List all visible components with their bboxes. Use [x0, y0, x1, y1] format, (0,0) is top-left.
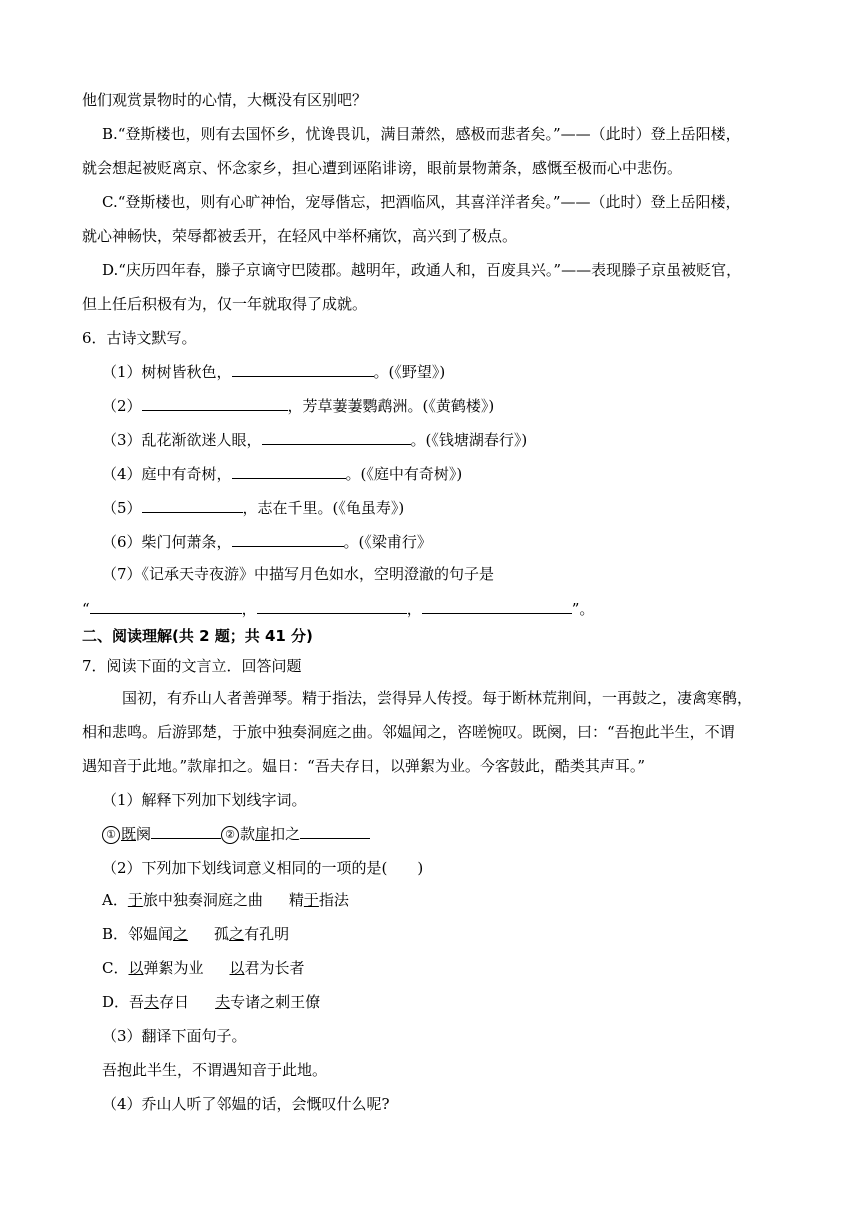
option-d: D.“庆历四年春，滕子京谪守巴陵郡。越明年，政通人和，百废具兴。”——表现滕子京虽被贬官，	[102, 261, 742, 279]
q6-item-7: （7）《记承天寺夜游》中描写月色如水，空明澄澈的句子是	[102, 565, 495, 583]
answer-blank[interactable]	[90, 597, 242, 614]
option-b-continuation: 就会想起被贬离京、怀念家乡，担心遭到诬陷诽谤，眼前景物萧条，感慨至极而心中悲伤。	[82, 159, 683, 177]
q7-sub-1: （1）解释下列加下划线字词。	[102, 791, 307, 809]
option-a-continuation: 他们观赏景物时的心情，大概没有区别吧？	[82, 91, 368, 109]
option-c-continuation: 就心神畅快，荣辱都被丢开，在轻风中举杯痛饮，高兴到了极点。	[82, 227, 518, 245]
q6-item-1: （1）树树皆秋色， 。(《野望》)	[102, 360, 445, 382]
passage-line-1: 国初，有乔山人者善弹琴。精于指法，尝得异人传授。每于断林荒荆间，一再鼓之，凄禽寒鹘，	[122, 689, 753, 707]
q6-item-3: （3）乱花渐欲迷人眼， 。(《钱塘湖春行》)	[102, 428, 527, 450]
q7-sub-2: （2）下列加下划线词意义相同的一项的是( )	[102, 859, 424, 877]
item-number: ②	[221, 826, 239, 844]
answer-blank[interactable]	[300, 822, 370, 839]
answer-blank[interactable]	[262, 428, 411, 445]
q7-option-b[interactable]: B．邻媪闻之 孤之有孔明	[102, 925, 290, 943]
q6-item-7-blanks: “ ， ， ”。	[82, 597, 594, 619]
answer-blank[interactable]	[232, 462, 346, 479]
q7-option-c[interactable]: C．以弹絮为业 以君为长者	[102, 959, 305, 977]
answer-blank[interactable]	[257, 597, 407, 614]
q6-item-5: （5） ，志在千里。(《龟虽寿》)	[102, 496, 404, 518]
passage-line-3: 遇知音于此地。”款扉扣之。媪日：“吾夫存日，以弹絮为业。今客鼓此，酷类其声耳。”	[82, 757, 646, 775]
passage-line-2: 相和悲鸣。后游郢楚，于旅中独奏洞庭之曲。邻媪闻之，咨嗟惋叹。既阕，曰：“吾抱此半生，不谓	[82, 723, 735, 741]
answer-blank[interactable]	[422, 597, 572, 614]
q7-option-a[interactable]: A．于旅中独奏洞庭之曲 精于指法	[102, 891, 349, 909]
item-number: ①	[102, 826, 120, 844]
q6-item-6: （6）柴门何萧条， 。(《梁甫行》	[102, 530, 432, 552]
option-b: B.“登斯楼也，则有去国怀乡，忧谗畏讥，满目萧然，感极而悲者矣。”——（此时）登上岳阳楼，	[102, 125, 741, 143]
answer-blank[interactable]	[232, 530, 344, 547]
question-6-title: 6．古诗文默写。	[82, 329, 197, 347]
section-2-heading: 二、阅读理解(共 2 题；共 41 分)	[82, 627, 313, 645]
option-c: C.“登斯楼也，则有心旷神怡，宠辱偕忘，把酒临风，其喜洋洋者矣。”——（此时）登上岳阳楼，	[102, 193, 741, 211]
q6-item-2: （2） ，芳草萋萋鹦鹉洲。(《黄鹤楼》)	[102, 394, 494, 416]
answer-blank[interactable]	[232, 360, 374, 377]
q7-option-d[interactable]: D．吾夫存日 夫专诸之刺王僚	[102, 993, 321, 1011]
answer-blank[interactable]	[151, 822, 221, 839]
answer-blank[interactable]	[142, 496, 243, 513]
q7-sub-1-items: ① 既阕 ② 款扉扣之	[102, 822, 370, 844]
question-7-title: 7．阅读下面的文言立．回答问题	[82, 657, 302, 675]
q7-sub-3-sentence: 吾抱此半生，不谓遇知音于此地。	[102, 1061, 328, 1079]
q7-sub-3: （3）翻译下面句子。	[102, 1027, 247, 1045]
answer-blank[interactable]	[142, 394, 288, 411]
q6-item-4: （4）庭中有奇树， 。(《庭中有奇树》)	[102, 462, 462, 484]
q7-sub-4: （4）乔山人听了邻媪的话，会慨叹什么呢?	[102, 1095, 390, 1113]
option-d-continuation: 但上任后积极有为，仅一年就取得了成就。	[82, 295, 368, 313]
